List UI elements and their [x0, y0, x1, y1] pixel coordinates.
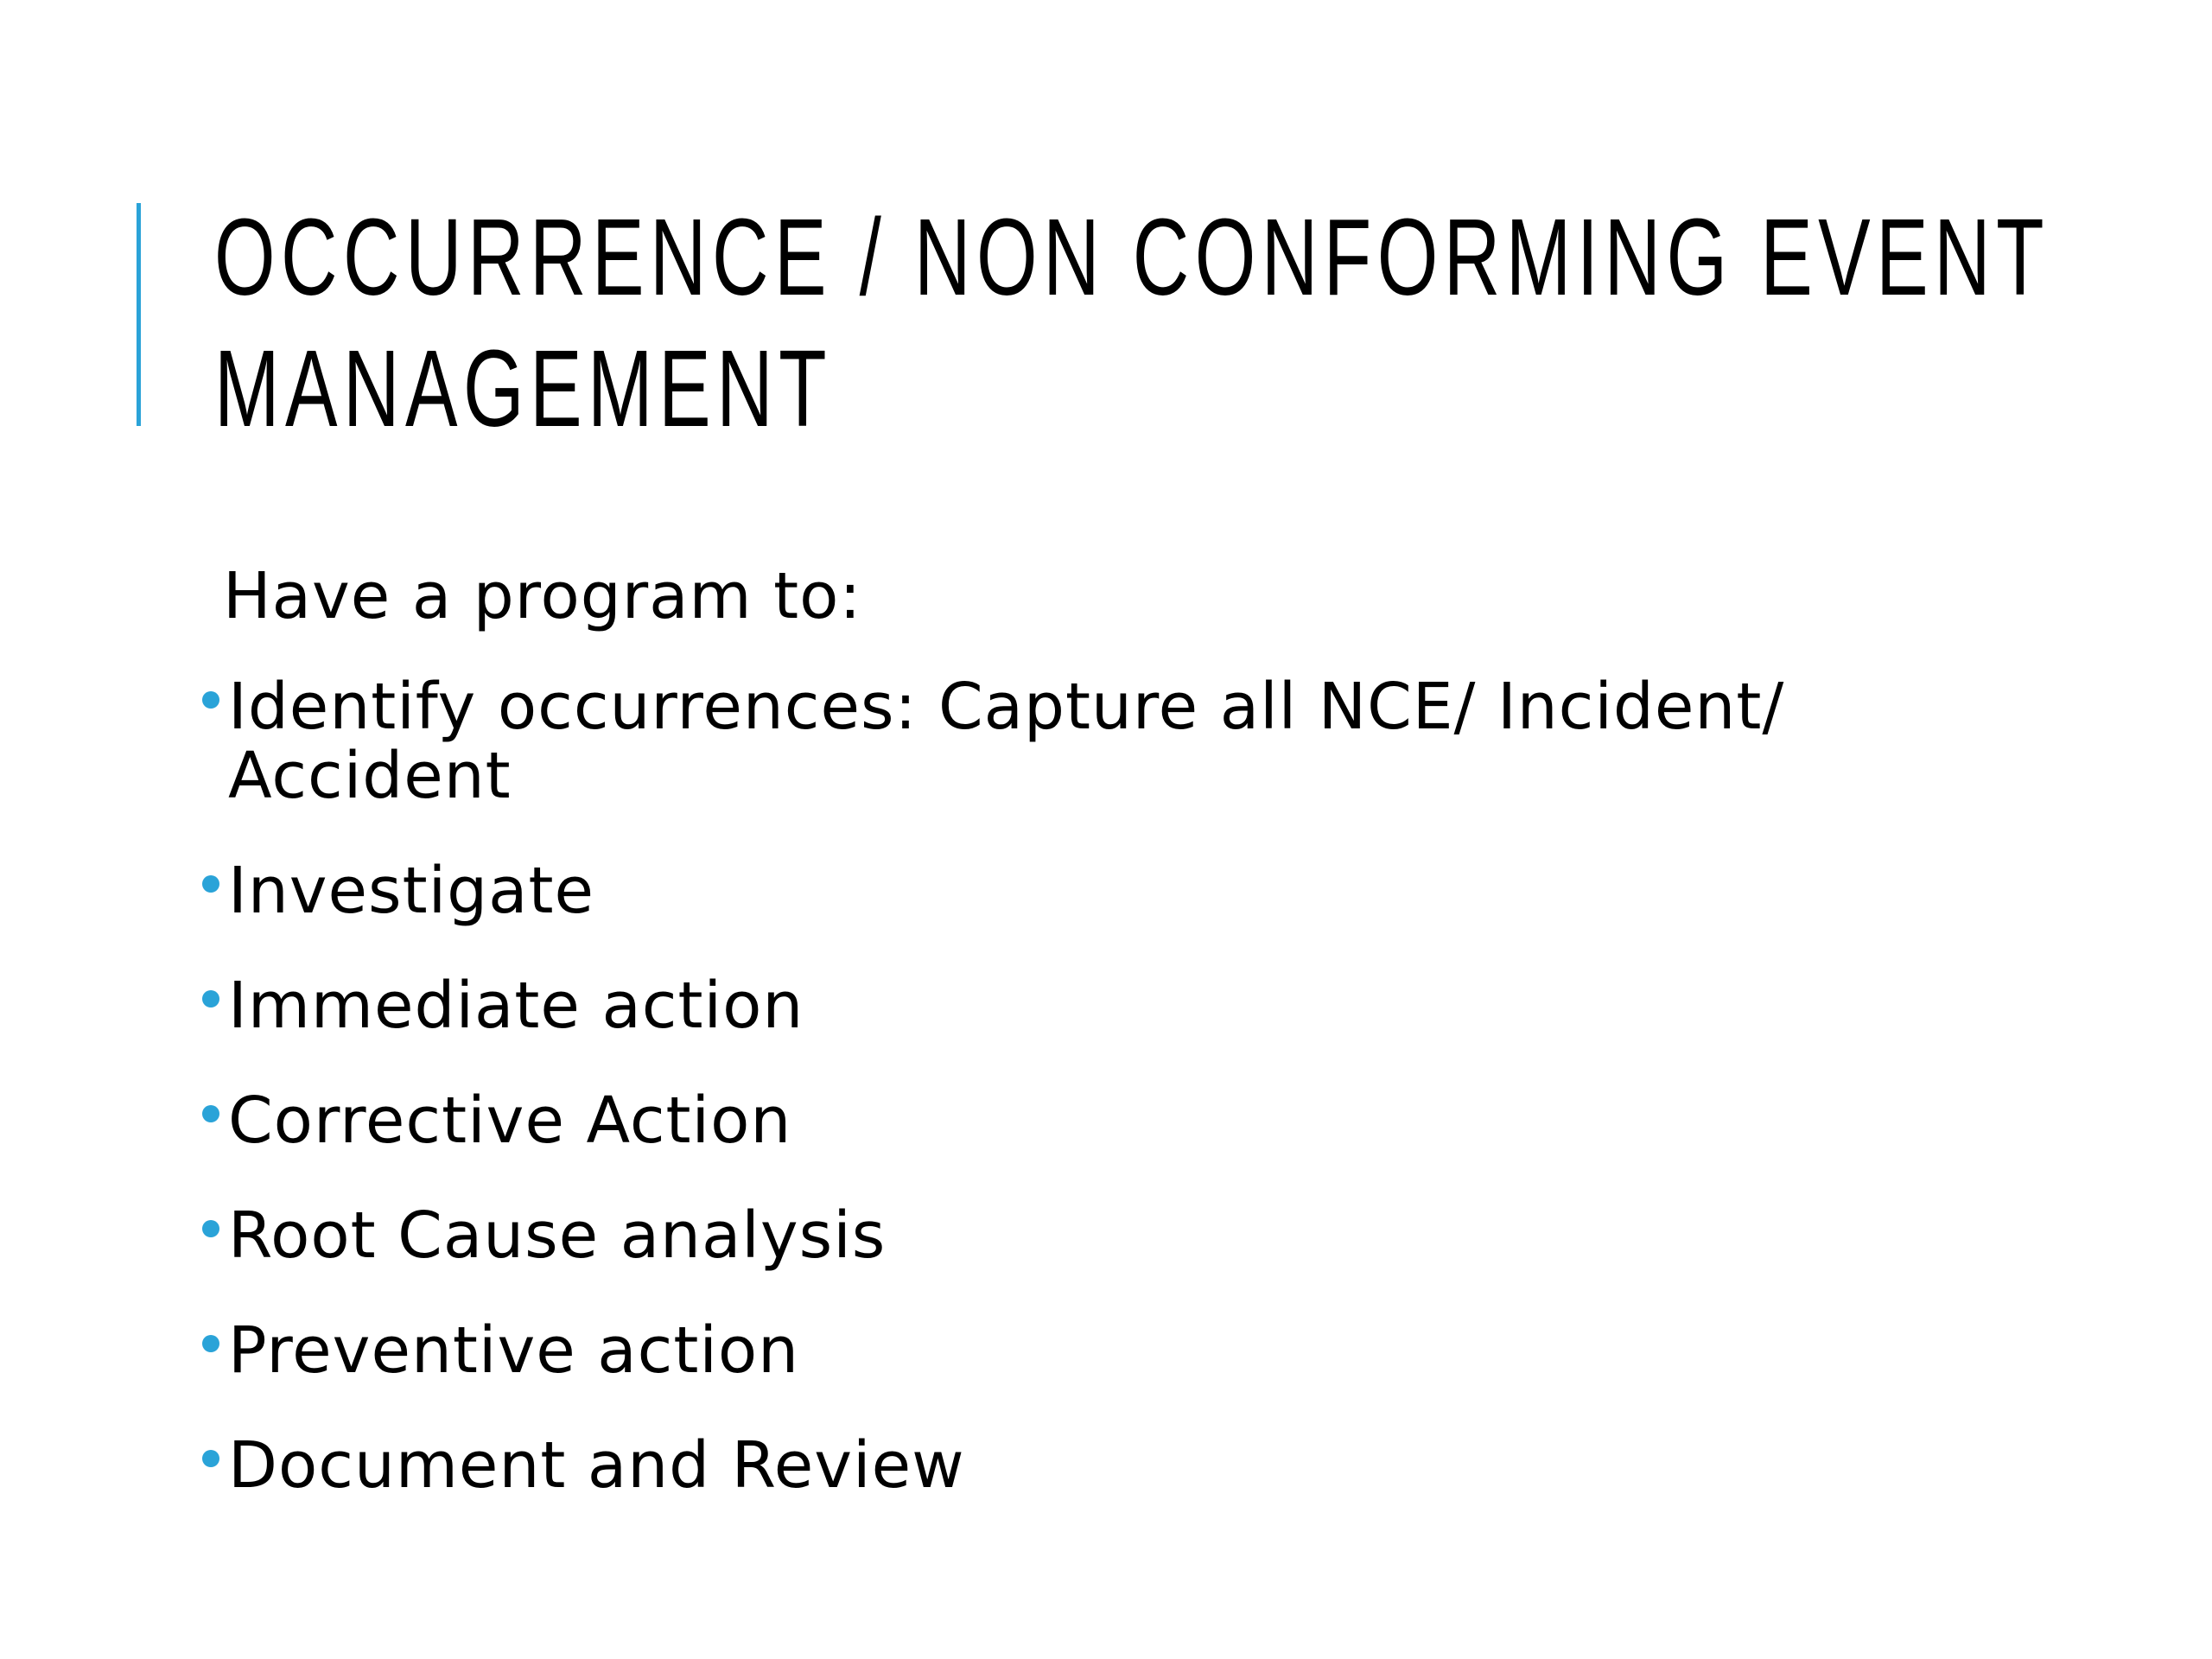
bullet-text: Identify occurrences: Capture all NCE/ Incident/ Accident	[228, 670, 1785, 813]
bullet-dot-icon	[202, 1105, 219, 1122]
bullet-item	[197, 670, 1785, 813]
bullet-text: Immediate action	[228, 969, 804, 1043]
bullet-item	[197, 1428, 1784, 1503]
bullet-text: Preventive action	[228, 1313, 800, 1388]
bullet-dot-icon	[202, 1450, 219, 1467]
bullet-dot-icon	[202, 1220, 219, 1237]
bullet-text: Investigate	[228, 854, 595, 928]
bullet-item	[197, 1198, 1784, 1273]
intro-text: Have a program to:	[223, 559, 862, 633]
bullet-item	[197, 1313, 1784, 1388]
slide-title-line-2: MANAGEMENT	[214, 327, 832, 449]
bullet-text: Document and Review	[228, 1428, 965, 1503]
bullet-item	[197, 1084, 1784, 1158]
title-accent-bar	[137, 203, 141, 426]
bullet-text: Corrective Action	[228, 1084, 792, 1158]
slide-title	[214, 192, 2050, 454]
bullet-list	[197, 672, 1784, 1546]
bullet-dot-icon	[202, 990, 219, 1007]
bullet-item	[197, 969, 1784, 1043]
bullet-dot-icon	[202, 1335, 219, 1352]
bullet-text: Root Cause analysis	[228, 1198, 887, 1273]
bullet-dot-icon	[202, 875, 219, 893]
slide-title-line-1: OCCURRENCE / NON CONFORMING EVENT	[214, 196, 2050, 318]
bullet-item	[197, 854, 1784, 928]
bullet-dot-icon	[202, 691, 219, 709]
